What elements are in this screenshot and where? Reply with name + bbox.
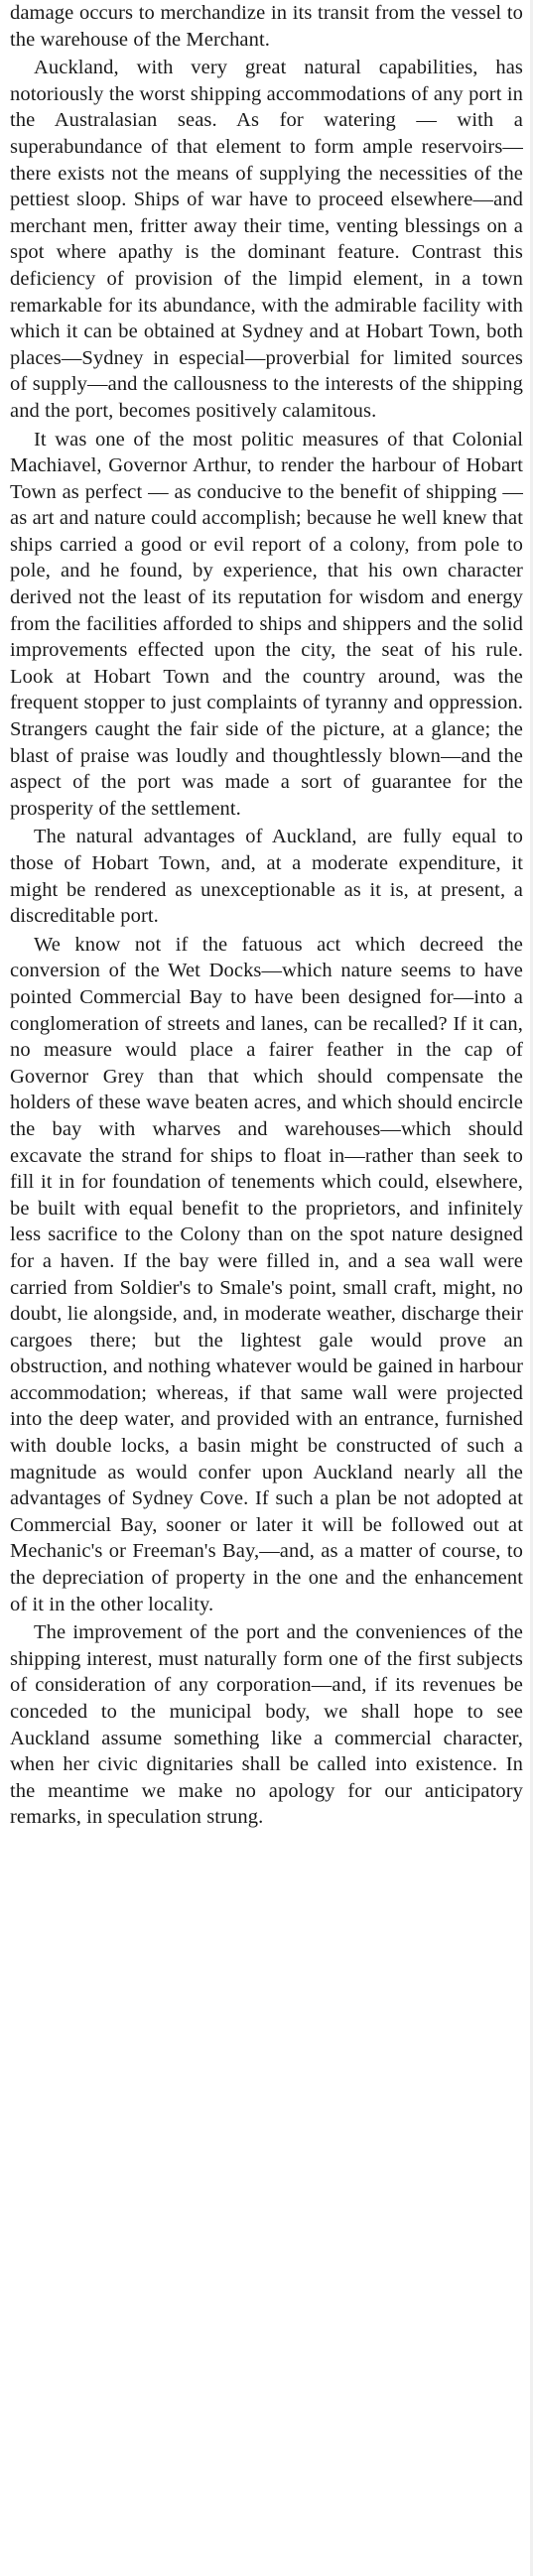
paragraph-continued: damage occurs to merchandize in its transit from the vessel to the warehouse of the Merchant. <box>10 2 523 51</box>
paragraph-natural-advantages: The natural advantages of Auckland, are fully equal to those of Hobart Town, and, at a moderate expenditure, it might be rendered as unexceptionable as it is, at present, a discreditable port. <box>10 826 523 928</box>
paragraph-auckland-watering: Auckland, with very great natural capabilities, has notoriously the worst shipping accommodations of any port in the Australasian seas. As for watering — with a superabundance of that element to form ample reservoirs—there exists not the means of supplying the necessities of the pettiest sloop. Ships of war have to proceed elsewhere—and merchant men, fritter away their time, venting blessings on a spot where apathy is the dominant feature. Contrast this deficiency of provision of the limpid element, in a town remarkable for its abundance, with the admirable facility with which it can be obtained at Sydney and at Hobart Town, both places—Sydney in especial—proverbial for limited sources of supply—and the callousness to the interests of the shipping and the port, becomes positively calamitous. <box>10 57 523 422</box>
paragraph-port-improvement: The improvement of the port and the conveniences of the shipping interest, must naturally form one of the first subjects of consideration of any corporation—and, if its revenues be conceded to the municipal body, we shall hope to see Auckland assume something like a commercial character, when her civic dignitaries shall be called into existence. In the meantime we make no apology for our anticipatory remarks, in speculation strung. <box>10 1621 523 1829</box>
article-column <box>10 0 523 1831</box>
paragraph-governor-arthur: It was one of the most politic measures of that Colonial Machiavel, Governor Arthur, to render the harbour of Hobart Town as perfect — as conducive to the benefit of shipping — as art and nature could accomplish; because he well knew that ships carried a good or evil report of a colony, from pole to pole, and he found, by experience, that his own character derived not the least of its reputation for wisdom and energy from the facilities afforded to ships and shippers and the solid improvements effected upon the city, the seat of his rule. Look at Hobart Town and the country around, was the frequent stopper to just complaints of tyranny and oppression. Strangers caught the fair side of the picture, at a glance; the blast of praise was loudly and thoughtlessly blown—and the aspect of the port was made a sort of guarantee for the prosperity of the settlement. <box>10 428 523 820</box>
paragraph-wet-docks: We know not if the fatuous act which decreed the conversion of the Wet Docks—which nature seems to have pointed Commercial Bay to have been designed for—into a conglomeration of streets and lanes, can be recalled? If it can, no measure would place a fairer feather in the cap of Governor Grey than that which should compensate the holders of these wave beaten acres, and which should encircle the bay with wharves and warehouses—which should excavate the strand for ships to float in—rather than seek to fill it in for foundation of tenements which could, elsewhere, be built with equal benefit to the proprietors, and infinitely less sacrifice to the Colony than on the spot nature designed for a haven. If the bay were filled in, and a sea wall were carried from Soldier's to Smale's point, small craft, might, no doubt, lie alongside, and, in moderate weather, discharge their cargoes there; but the lightest gale would prove an obstruction, and nothing whatever would be gained in harbour accommodation; whereas, if that same wall were projected into the deep water, and provided with an entrance, furnished with double locks, a basin might be constructed of such a magnitude as would confer upon Auckland nearly all the advantages of Sydney Cove. If such a plan be not adopted at Commercial Bay, sooner or later it will be followed out at Mechanic's or Freeman's Bay,—and, as a matter of course, to the depreciation of property in the one and the enhancement of it in the other locality. <box>10 933 523 1615</box>
